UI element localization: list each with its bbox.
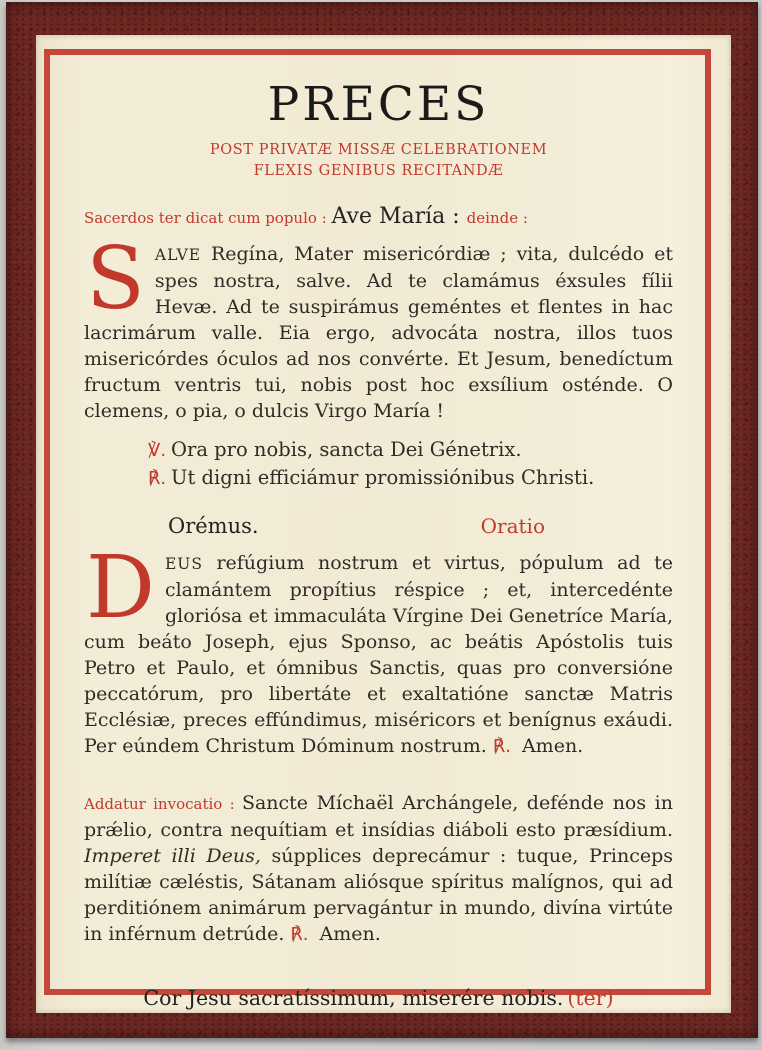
st-michael-prayer [84,790,673,948]
versicle-line [148,436,673,464]
salve-incipit: ALVE [154,246,202,264]
rubric-deinde: deinde : [466,209,528,227]
subtitle-line-2: FLEXIS GENIBUS RECITANDÆ [253,163,504,179]
ave-maria-text: Ave María : [331,204,467,229]
michael-response-mark: ℟. [290,924,309,945]
versicle-text: Ora pro nobis, sancta Dei Génetrix. [171,438,522,461]
closing-text: Cor Jesu sacratíssimum, miserére nobis. [143,986,564,1010]
deus-refugium-prayer [84,538,673,760]
dropcap-d: D [86,538,155,638]
deus-text: refúgium nostrum et virtus, pópulum ad te clamántem propítius réspice ; et, intercedénte gloriósa et immaculáta Vírgine Dei Genetríce María, cum beáto Joseph, ejus Sponso, ac beátis Apóstolis tuis Petro et Paulo, et ómnibus Sanctis, quas pro conversióne peccatórum, pro libertáte et exaltatióne sanctæ Matris Ecclésiæ, preces effúndimus, miséricors et benígnus exáudi. Per eúndem Christum Dóminum nostrum. [84,552,673,757]
deus-amen: Amen. [515,735,584,757]
oratio-label: Oratio [480,514,545,538]
michael-text-2: súpplices deprecámur : tuque, Princeps milítiæ cæléstis, Sátanam aliósque spíritus malígnos, qui ad perditiónem animárum pervagántur in mundo, divína virtúte in inférnum detrúde. [84,845,674,945]
versicle-mark: ℣. [148,440,167,461]
michael-text-1: Sancte Míchaël Archángele, defénde nos in prǽlio, contra nequítiam et insídias diáboli esto præsídium. [84,792,674,841]
response-line [148,464,673,492]
michael-amen: Amen. [313,923,381,945]
michael-italic: Imperet illi Deus, [84,845,261,867]
opening-rubric [84,204,673,231]
michael-rubric: Addatur invocatio : [84,795,242,813]
subtitle-line-1: POST PRIVATÆ MISSÆ CELEBRATIONEM [209,142,548,158]
page-subtitle [84,140,673,182]
closing-ter: (ter) [567,986,614,1010]
response-mark: ℟. [148,468,167,489]
page-title: PRECES [267,77,490,132]
deus-response-mark: ℟. [492,736,511,757]
oremus-label: Orémus. [168,514,259,538]
oremus-row [84,514,673,538]
card-content [84,77,674,1010]
response-text: Ut digni efficiámur promissiónibus Christi. [171,466,595,489]
dropcap-s: S [86,229,145,329]
salve-text: Regína, Mater misericórdiæ ; vita, dulcédo et spes nostra, salve. Ad te clamámus éxsules fílii Hevæ. Ad te suspirámus geméntes et flentes in hac lacrimárum valle. Eia ergo, advocáta nostra, illos tuos misericórdes óculos ad nos convérte. Et Jesum, benedíctum fructum ventris tui, nobis post hoc exsílium osténde. O clemens, o pia, o dulcis Virgo María ! [84,243,673,422]
versicle-response [84,436,673,492]
prayer-card-frame [6,2,758,1038]
rubric-sacerdos: Sacerdos ter dicat cum populo : [84,209,332,227]
card-mat [36,35,731,1013]
salve-regina-prayer [84,229,673,424]
deus-incipit: EUS [164,555,203,573]
closing-invocation [84,986,673,1010]
